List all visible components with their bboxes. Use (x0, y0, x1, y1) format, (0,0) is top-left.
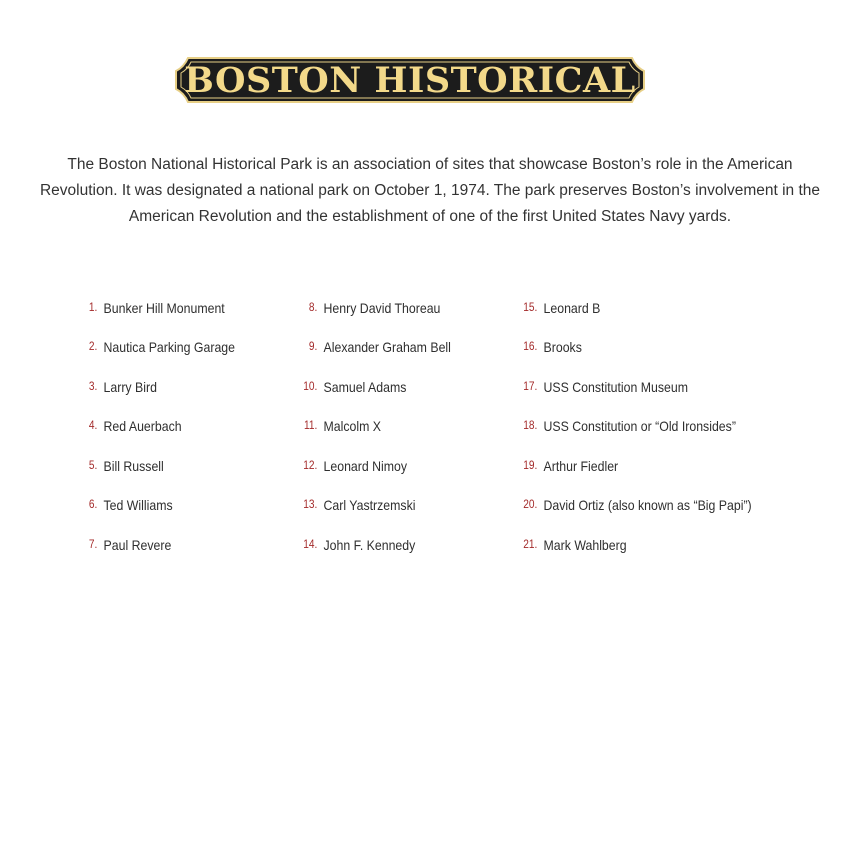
item-label: Bunker Hill Monument (103, 299, 225, 316)
item-number: 7. (88, 538, 98, 551)
item-label: John F. Kennedy (323, 536, 416, 553)
list-item (518, 288, 752, 328)
item-label: Malcolm X (323, 418, 382, 435)
list-item (298, 288, 451, 328)
list-item (518, 367, 752, 407)
item-number: 5. (88, 459, 98, 472)
item-number: 11. (304, 420, 318, 433)
list-item (78, 446, 235, 486)
list-item (518, 407, 752, 447)
item-number: 20. (523, 499, 538, 512)
item-number: 17. (523, 380, 538, 393)
item-number: 1. (88, 301, 98, 314)
list-item (298, 486, 451, 526)
item-number: 16. (523, 341, 538, 354)
item-number: 21. (523, 538, 538, 551)
intro-paragraph: The Boston National Historical Park is an association of sites that showcase Boston’s role in the American Revolution. It was designated a national park on October 1, 1974. The park preserves Boston’s involvement in the American Revolution and the establishment of one of the first United States Navy yards. (39, 156, 821, 225)
item-label: Nautica Parking Garage (103, 339, 236, 356)
list-item (78, 328, 235, 368)
list-item (518, 328, 752, 368)
item-number: 8. (308, 301, 318, 314)
item-number: 19. (523, 459, 538, 472)
item-number: 3. (88, 380, 98, 393)
list-item (78, 288, 235, 328)
list-item (298, 367, 451, 407)
item-number: 6. (88, 499, 98, 512)
item-label: Henry David Thoreau (323, 299, 441, 316)
list-item (518, 446, 752, 486)
item-label: Larry Bird (103, 378, 157, 395)
item-label: Brooks (543, 339, 582, 356)
title-banner (170, 55, 650, 105)
item-label: Leonard Nimoy (323, 457, 408, 474)
item-number: 10. (303, 380, 318, 393)
item-label: Paul Revere (103, 536, 172, 553)
sites-column-3 (518, 288, 784, 565)
list-item (78, 525, 235, 565)
list-item (298, 446, 451, 486)
item-label: Ted Williams (103, 497, 173, 514)
item-label: USS Constitution Museum (543, 378, 689, 395)
sites-column-1 (78, 288, 256, 565)
list-item (78, 367, 235, 407)
item-label: Alexander Graham Bell (323, 339, 451, 356)
item-number: 9. (308, 341, 318, 354)
item-label: Red Auerbach (103, 418, 182, 435)
item-number: 15. (523, 301, 538, 314)
item-label: Carl Yastrzemski (323, 497, 416, 514)
item-label: Samuel Adams (323, 378, 407, 395)
sites-column-2 (298, 288, 472, 565)
list-item (78, 486, 235, 526)
list-item (298, 328, 451, 368)
item-number: 4. (88, 420, 98, 433)
list-item (518, 486, 752, 526)
list-item (298, 407, 451, 447)
list-item (518, 525, 752, 565)
item-number: 12. (303, 459, 318, 472)
list-item (78, 407, 235, 447)
item-number: 18. (523, 420, 538, 433)
item-label: Mark Wahlberg (543, 536, 627, 553)
item-label: USS Constitution or “Old Ironsides” (543, 418, 736, 435)
list-item (298, 525, 451, 565)
item-number: 14. (303, 538, 318, 551)
item-number: 13. (303, 499, 318, 512)
item-label: Leonard B (543, 299, 601, 316)
item-label: Arthur Fiedler (543, 457, 619, 474)
item-label: David Ortiz (also known as “Big Papi”) (543, 497, 752, 514)
item-number: 2. (88, 341, 98, 354)
item-label: Bill Russell (103, 457, 164, 474)
banner-title: BOSTON HISTORICAL (184, 59, 636, 101)
